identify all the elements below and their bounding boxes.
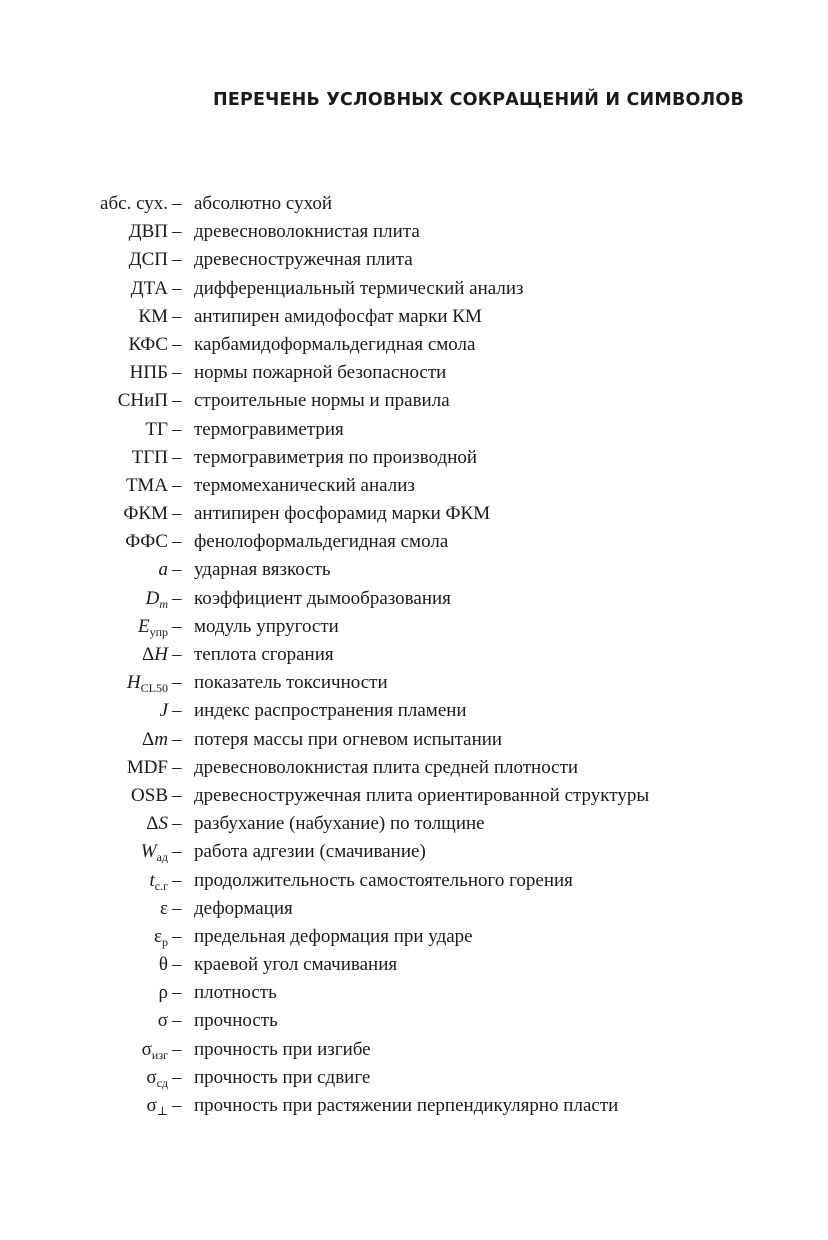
- definition: деформация: [194, 897, 293, 919]
- list-item: [0, 556, 828, 584]
- list-item: [0, 416, 828, 444]
- list-item: [0, 923, 828, 951]
- dash: –: [172, 954, 182, 976]
- dash: –: [172, 1010, 182, 1032]
- list-item: [0, 387, 828, 415]
- term: $\sigma_{сд}$: [146, 1066, 168, 1090]
- definition: древесностружечная плита: [194, 249, 413, 271]
- list-item: [0, 1036, 828, 1064]
- list-item: [0, 303, 828, 331]
- definition: прочность при сдвиге: [194, 1066, 371, 1088]
- definition: антипирен фосфорамид марки ФКМ: [194, 503, 491, 525]
- definition: коэффициент дымообразования: [194, 587, 451, 609]
- list-item: [0, 359, 828, 387]
- term: $D_m$: [145, 587, 168, 611]
- term: КМ: [138, 305, 168, 327]
- term: a: [158, 559, 168, 581]
- dash: –: [172, 982, 182, 1004]
- term: ε: [160, 897, 168, 919]
- dash: –: [172, 249, 182, 271]
- term: OSB: [131, 784, 168, 806]
- definition: предельная деформация при ударе: [194, 925, 473, 947]
- dash: –: [172, 333, 182, 355]
- term: КФС: [128, 333, 168, 355]
- term: ТГ: [145, 418, 168, 440]
- list-item: [0, 472, 828, 500]
- definition: разбухание (набухание) по толщине: [194, 813, 485, 835]
- list-item: [0, 218, 828, 246]
- term: $\varepsilon_р$: [154, 925, 168, 949]
- term: Δm: [142, 728, 168, 750]
- dash: –: [172, 644, 182, 665]
- list-item: [0, 1064, 828, 1092]
- definition: карбамидоформальдегидная смола: [194, 333, 476, 355]
- dash: –: [172, 756, 182, 778]
- list-item: [0, 500, 828, 528]
- dash: –: [172, 813, 182, 835]
- dash: –: [172, 193, 182, 214]
- definition: ударная вязкость: [194, 559, 331, 581]
- dash: –: [172, 925, 182, 947]
- definition: краевой угол смачивания: [194, 954, 398, 976]
- list-item: [0, 895, 828, 923]
- term: $W_{ад}$: [140, 841, 168, 865]
- term: MDF: [126, 756, 168, 778]
- list-item: [0, 669, 828, 697]
- term: НПБ: [129, 362, 168, 384]
- dash: –: [172, 587, 182, 609]
- list-item: [0, 726, 828, 754]
- list-item: [0, 331, 828, 359]
- dash: –: [172, 841, 182, 863]
- definition: фенолоформальдегидная смола: [194, 531, 449, 553]
- definition: работа адгезии (смачивание): [194, 841, 426, 863]
- dash: –: [172, 446, 182, 468]
- list-item: [0, 697, 828, 725]
- list-item: [0, 528, 828, 556]
- term: J: [159, 700, 168, 722]
- definition: прочность при растяжении перпендикулярно пласти: [194, 1095, 619, 1116]
- term: $\sigma_{изг}$: [141, 1038, 168, 1062]
- definition: индекс распространения пламени: [194, 700, 467, 722]
- definition: древесноволокнистая плита средней плотности: [194, 756, 579, 778]
- definition: термогравиметрия по производной: [194, 446, 478, 468]
- list-item: [0, 275, 828, 303]
- term: ΔS: [146, 813, 168, 835]
- term: ТГП: [131, 446, 168, 468]
- term: θ: [158, 954, 168, 976]
- definition: прочность при изгибе: [194, 1038, 371, 1060]
- list-item: [0, 867, 828, 895]
- abbreviation-list: [0, 190, 828, 1120]
- dash: –: [172, 869, 182, 891]
- list-item: [0, 246, 828, 274]
- definition: прочность: [194, 1010, 278, 1032]
- definition: абсолютно сухой: [194, 193, 333, 214]
- list-item: [0, 613, 828, 641]
- list-item: [0, 754, 828, 782]
- term: $t_{с.г}$: [149, 869, 168, 893]
- dash: –: [172, 672, 182, 694]
- definition: древесноволокнистая плита: [194, 221, 420, 243]
- definition: потеря массы при огневом испытании: [194, 728, 503, 750]
- dash: –: [172, 503, 182, 525]
- dash: –: [172, 897, 182, 919]
- dash: –: [172, 559, 182, 581]
- definition: термогравиметрия: [194, 418, 344, 440]
- term: ρ: [158, 982, 168, 1004]
- dash: –: [172, 1038, 182, 1060]
- term: ФФС: [125, 531, 168, 553]
- dash: –: [172, 362, 182, 384]
- dash: –: [172, 221, 182, 243]
- definition: древесностружечная плита ориентированной структуры: [194, 784, 650, 806]
- list-item: [0, 979, 828, 1007]
- dash: –: [172, 531, 182, 553]
- definition: нормы пожарной безопасности: [194, 362, 447, 384]
- term: ΔH: [142, 644, 168, 665]
- definition: показатель токсичности: [194, 672, 388, 694]
- term: $H_{CL50}$: [126, 672, 168, 696]
- definition: строительные нормы и правила: [194, 390, 450, 412]
- definition: плотность: [194, 982, 277, 1004]
- list-item: [0, 838, 828, 866]
- definition: антипирен амидофосфат марки КМ: [194, 305, 482, 327]
- list-item: [0, 585, 828, 613]
- list-item: [0, 810, 828, 838]
- dash: –: [172, 277, 182, 299]
- term: ДСП: [128, 249, 168, 271]
- dash: –: [172, 1066, 182, 1088]
- definition: продолжительность самостоятельного горения: [194, 869, 573, 891]
- dash: –: [172, 728, 182, 750]
- term: ДВП: [128, 221, 168, 243]
- definition: теплота сгорания: [194, 644, 334, 665]
- page-title: ПЕРЕЧЕНЬ УСЛОВНЫХ СОКРАЩЕНИЙ И СИМВОЛОВ: [213, 90, 744, 110]
- list-item: [0, 444, 828, 472]
- term: $\sigma_\perp$: [146, 1095, 168, 1118]
- dash: –: [172, 474, 182, 496]
- dash: –: [172, 305, 182, 327]
- term: ТМА: [126, 474, 168, 496]
- term: $E_{упр}$: [137, 615, 168, 639]
- dash: –: [172, 418, 182, 440]
- dash: –: [172, 390, 182, 412]
- term: СНиП: [117, 390, 168, 412]
- definition: термомеханический анализ: [194, 474, 415, 496]
- term: ДТА: [130, 277, 168, 299]
- list-item: [0, 951, 828, 979]
- dash: –: [172, 1095, 182, 1116]
- dash: –: [172, 784, 182, 806]
- list-item: [0, 190, 828, 218]
- term: σ: [157, 1010, 168, 1032]
- term: абс. сух.: [100, 193, 168, 214]
- dash: –: [172, 615, 182, 637]
- term: ФКМ: [123, 503, 168, 525]
- list-item: [0, 641, 828, 669]
- definition: дифференциальный термический анализ: [194, 277, 524, 299]
- definition: модуль упругости: [194, 615, 339, 637]
- list-item: [0, 782, 828, 810]
- list-item: [0, 1007, 828, 1035]
- dash: –: [172, 700, 182, 722]
- list-item: [0, 1092, 828, 1120]
